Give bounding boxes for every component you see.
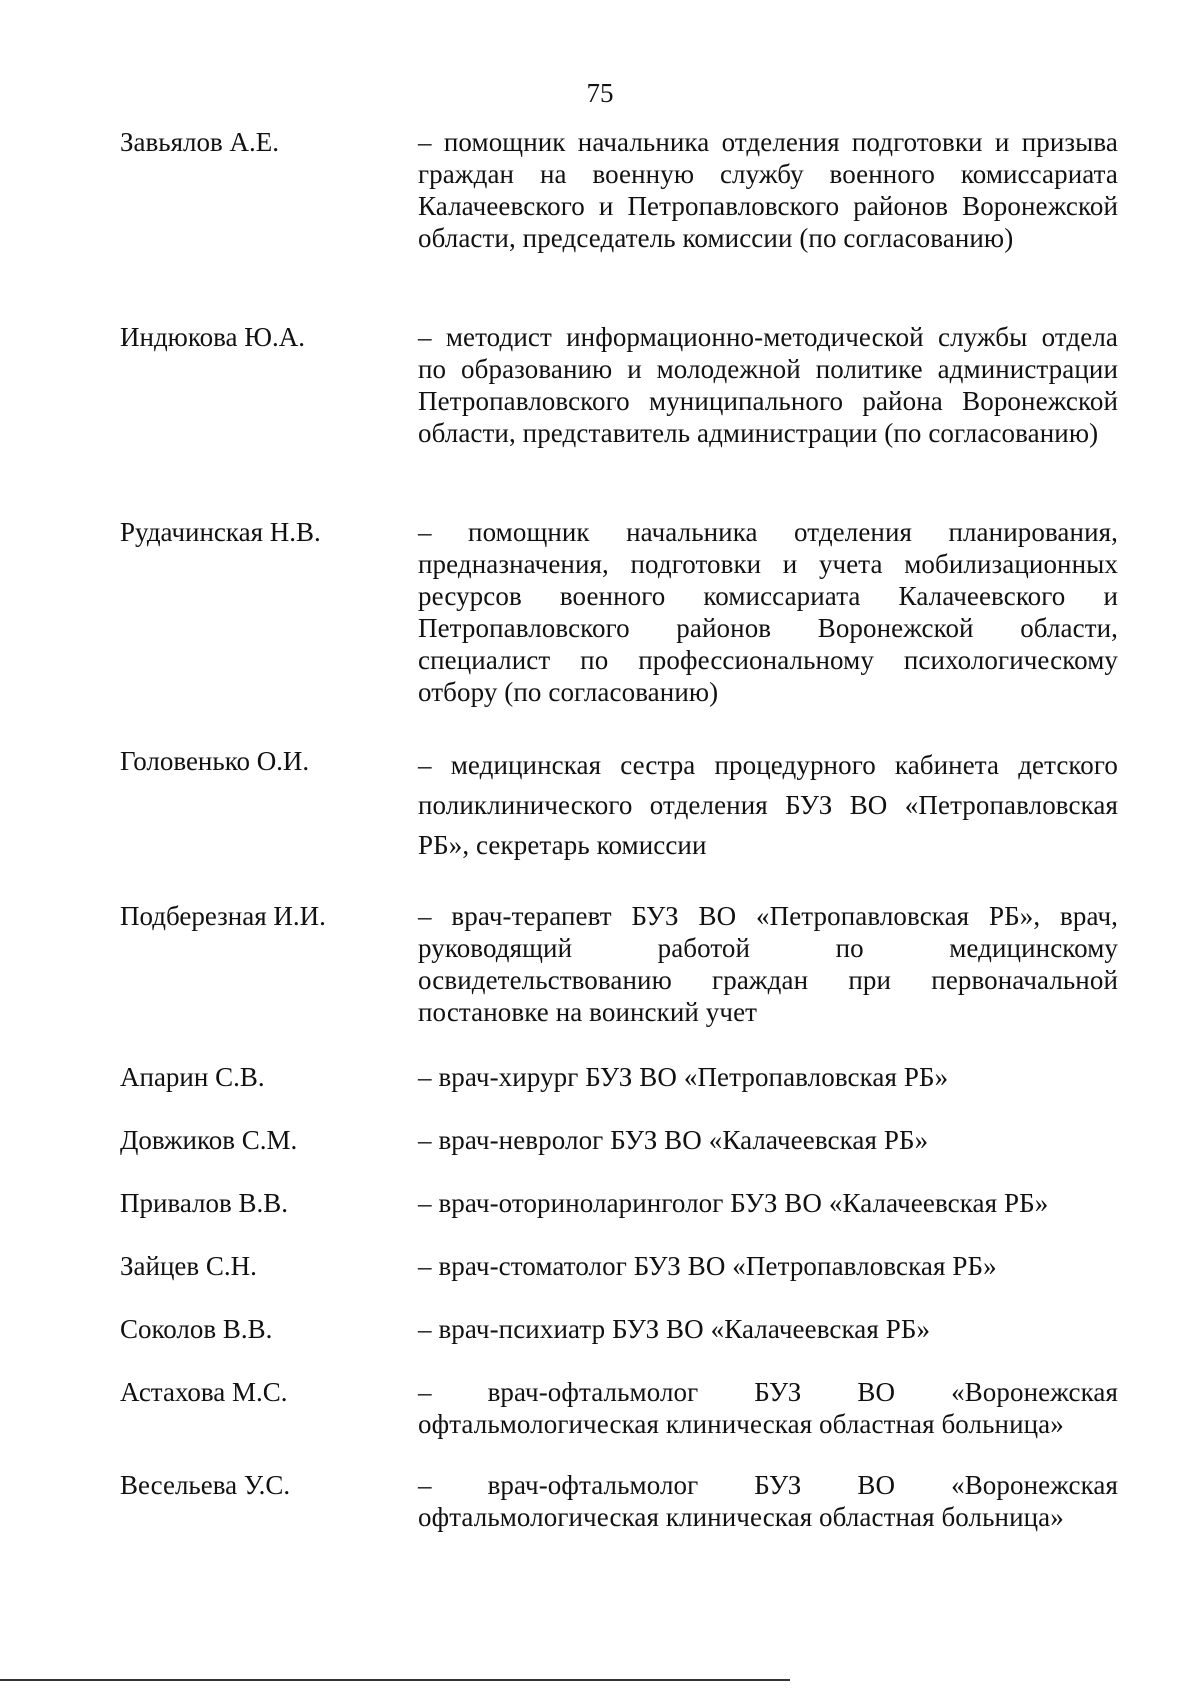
member-name: Рудачинская Н.В. xyxy=(120,517,321,547)
member-name: Весельева У.С. xyxy=(120,1470,291,1500)
member-name: Завьялов А.Е. xyxy=(120,127,279,157)
member-name: Индюкова Ю.А. xyxy=(120,322,305,352)
member-name: Довжиков С.М. xyxy=(120,1125,298,1155)
footer-rule xyxy=(0,1679,790,1681)
member-name: Подберезная И.И. xyxy=(120,901,326,931)
member-role: – врач-оториноларинголог БУЗ ВО «Калачеевская РБ» xyxy=(418,1188,1049,1218)
member-role: – медицинская сестра процедурного кабинета детского поликлинического отделения БУЗ ВО «Петропавловская РБ», секретарь комиссии xyxy=(418,750,1118,860)
member-role: – методист информационно-методической службы отдела по образованию и молодежной политике администрации Петропавловского муниципального района Воронежской области, представитель администрации (по согласованию) xyxy=(418,322,1118,448)
member-role: – помощник начальника отделения планирования, предназначения, подготовки и учета мобилизационных ресурсов военного комиссариата Калачеевского и Петропавловского районов Воронежской области, специалист по профессиональному психологическому отбору (по согласованию) xyxy=(418,517,1118,707)
member-name: Привалов В.В. xyxy=(120,1188,289,1218)
member-role: – врач-стоматолог БУЗ ВО «Петропавловская РБ» xyxy=(418,1251,997,1281)
member-name: Зайцев С.Н. xyxy=(120,1251,257,1281)
member-name: Головенько О.И. xyxy=(120,746,310,776)
member-role: – врач-психиатр БУЗ ВО «Калачеевская РБ» xyxy=(418,1314,931,1344)
member-name: Астахова М.С. xyxy=(120,1377,288,1407)
member-name: Апарин С.В. xyxy=(120,1062,265,1092)
member-role: – врач-офтальмолог БУЗ ВО «Воронежская офтальмологическая клиническая областная больница» xyxy=(418,1377,1118,1439)
member-role: – помощник начальника отделения подготовки и призыва граждан на военную службу военного комиссариата Калачеевского и Петропавловского районов Воронежской области, председатель комиссии (по согласованию) xyxy=(418,127,1118,253)
member-role: – врач-невролог БУЗ ВО «Калачеевская РБ» xyxy=(418,1125,929,1155)
member-role: – врач-хирург БУЗ ВО «Петропавловская РБ» xyxy=(418,1062,949,1092)
page-number: 75 xyxy=(586,78,614,108)
member-name: Соколов В.В. xyxy=(120,1314,273,1344)
member-role: – врач-офтальмолог БУЗ ВО «Воронежская офтальмологическая клиническая областная больница» xyxy=(418,1470,1118,1532)
member-role: – врач-терапевт БУЗ ВО «Петропавловская РБ», врач, руководящий работой по медицинскому освидетельствованию граждан при первоначальной постановке на воинский учет xyxy=(418,901,1118,1027)
